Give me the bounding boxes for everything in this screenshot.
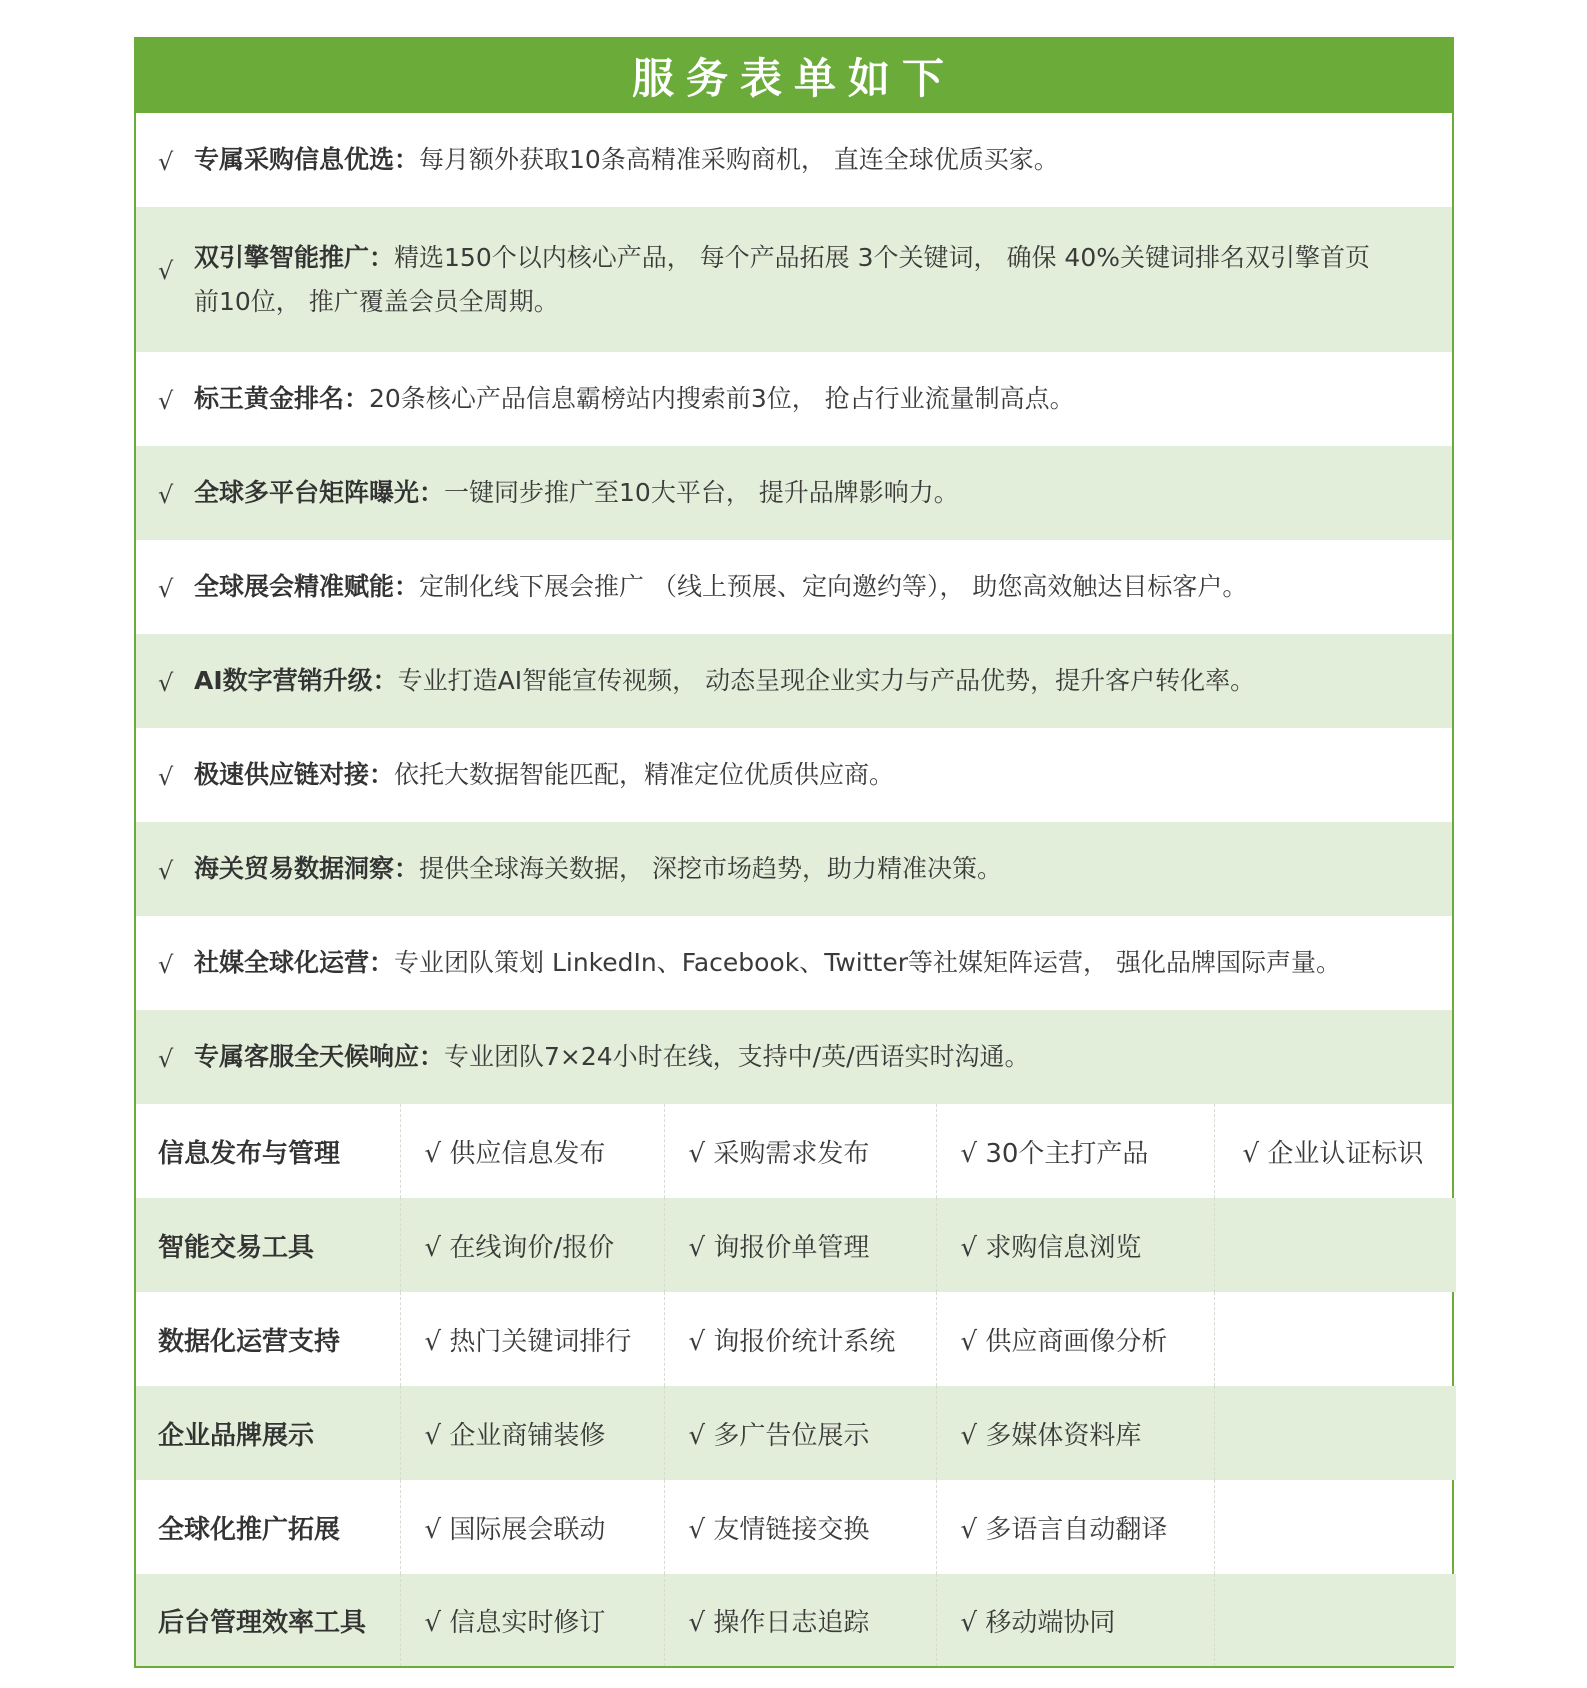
- feature-title: 专属客服全天候响应：: [194, 1042, 445, 1071]
- feature-desc: 定制化线下展会推广 （线上预展、定向邀约等）， 助您高效触达目标客户。: [419, 572, 1248, 601]
- feature-item: [136, 352, 1452, 446]
- table-cell: √ 询报价统计系统: [664, 1292, 936, 1386]
- table-cell: √ 询报价单管理: [664, 1198, 936, 1292]
- check-icon: √: [158, 575, 174, 603]
- feature-desc: 专业打造AI智能宣传视频， 动态呈现企业实力与产品优势，提升客户转化率。: [397, 666, 1256, 695]
- header-bar: [136, 39, 1452, 113]
- row-category: 企业品牌展示: [136, 1386, 400, 1480]
- feature-item: [136, 728, 1452, 822]
- check-icon: √: [158, 481, 174, 509]
- table-cell: √ 求购信息浏览: [936, 1198, 1214, 1292]
- table-cell: √ 多媒体资料库: [936, 1386, 1214, 1480]
- table-row: [136, 1292, 1456, 1386]
- service-card: [134, 37, 1454, 1668]
- table-row: [136, 1574, 1456, 1666]
- page-title: 服务表单如下: [631, 54, 956, 103]
- table-cell: [1214, 1386, 1456, 1480]
- feature-item: [136, 634, 1452, 728]
- table-cell: √ 企业认证标识: [1214, 1104, 1456, 1198]
- feature-title: 标王黄金排名：: [194, 384, 370, 413]
- table-cell: √ 友情链接交换: [664, 1480, 936, 1574]
- table-cell: √ 采购需求发布: [664, 1104, 936, 1198]
- feature-text: [194, 1035, 1030, 1079]
- feature-title: 专属采购信息优选：: [194, 145, 420, 174]
- feature-text: [194, 659, 1255, 703]
- table-cell: [1214, 1198, 1456, 1292]
- table-cell: √ 供应商画像分析: [936, 1292, 1214, 1386]
- row-category: 后台管理效率工具: [136, 1574, 400, 1666]
- feature-item: [136, 207, 1452, 352]
- row-category: 全球化推广拓展: [158, 1514, 341, 1545]
- row-category: 数据化运营支持: [158, 1326, 341, 1357]
- check-icon: √: [158, 148, 174, 176]
- feature-text: [194, 847, 1002, 891]
- table-cell: √ 国际展会联动: [400, 1480, 664, 1574]
- feature-text: [194, 138, 1059, 182]
- feature-item: [136, 540, 1452, 634]
- table-cell: √ 企业商铺装修: [400, 1386, 664, 1480]
- table-cell: [1214, 1574, 1456, 1666]
- feature-title: 全球多平台矩阵曝光：: [194, 478, 445, 507]
- table-cell: √ 移动端协同: [936, 1574, 1214, 1666]
- feature-title: 双引擎智能推广：: [194, 242, 395, 272]
- table-cell: [1214, 1292, 1456, 1386]
- feature-item: [136, 822, 1452, 916]
- feature-desc: 每月额外获取10条高精准采购商机， 直连全球优质买家。: [419, 145, 1059, 174]
- table-cell: √ 信息实时修订: [400, 1574, 664, 1666]
- table-cell: √ 30个主打产品: [936, 1104, 1214, 1198]
- table-row: [136, 1198, 1456, 1292]
- check-icon: √: [158, 857, 174, 885]
- table-row: [136, 1104, 1456, 1198]
- feature-title: 全球展会精准赋能：: [194, 572, 420, 601]
- feature-title: 海关贸易数据洞察：: [194, 854, 420, 883]
- check-icon: √: [158, 387, 174, 415]
- feature-desc: 一键同步推广至10大平台， 提升品牌影响力。: [444, 478, 959, 507]
- feature-item: [136, 446, 1452, 540]
- feature-text: [194, 377, 1075, 421]
- check-icon: √: [158, 1045, 174, 1073]
- feature-text: [194, 471, 959, 515]
- feature-desc: 专业团队7×24小时在线，支持中/英/西语实时沟通。: [444, 1042, 1030, 1071]
- feature-item: [136, 916, 1452, 1010]
- feature-item: [136, 113, 1452, 207]
- table-row: [136, 1480, 1456, 1574]
- feature-desc: 专业团队策划 LinkedIn、Facebook、Twitter等社媒矩阵运营， 强化品牌国际声量。: [394, 948, 1341, 977]
- table-cell: √ 热门关键词排行: [400, 1292, 664, 1386]
- check-icon: √: [158, 669, 174, 697]
- row-category: 信息发布与管理: [158, 1138, 341, 1169]
- feature-item: [136, 1010, 1452, 1104]
- feature-text: [194, 565, 1247, 609]
- table-cell: [1214, 1480, 1456, 1574]
- feature-list: [136, 113, 1452, 1104]
- table-cell: √ 在线询价/报价: [400, 1198, 664, 1292]
- feature-desc: 提供全球海关数据， 深挖市场趋势，助力精准决策。: [419, 854, 1002, 883]
- feature-matrix-table: [136, 1104, 1456, 1666]
- feature-title: AI数字营销升级：: [194, 666, 398, 695]
- feature-title: 极速供应链对接：: [194, 760, 395, 789]
- feature-title: 社媒全球化运营：: [194, 948, 395, 977]
- table-cell: √ 多广告位展示: [664, 1386, 936, 1480]
- table-row: [136, 1386, 1456, 1480]
- check-icon: √: [158, 763, 174, 791]
- feature-desc: 精选150个以内核心产品， 每个产品拓展 3个关键词， 确保 40%关键词排名双引擎首页前10位， 推广覆盖会员全周期。: [194, 242, 1370, 316]
- table-cell: √ 操作日志追踪: [664, 1574, 936, 1666]
- feature-desc: 20条核心产品信息霸榜站内搜索前3位， 抢占行业流量制高点。: [369, 384, 1075, 413]
- table-cell: √ 多语言自动翻译: [936, 1480, 1214, 1574]
- feature-text: [194, 941, 1341, 985]
- feature-text: [194, 753, 894, 797]
- check-icon: √: [158, 951, 174, 979]
- row-category: 智能交易工具: [136, 1198, 400, 1292]
- table-cell: √ 供应信息发布: [400, 1104, 664, 1198]
- check-icon: √: [158, 257, 174, 285]
- feature-text: [194, 236, 1392, 324]
- feature-desc: 依托大数据智能匹配，精准定位优质供应商。: [394, 760, 895, 789]
